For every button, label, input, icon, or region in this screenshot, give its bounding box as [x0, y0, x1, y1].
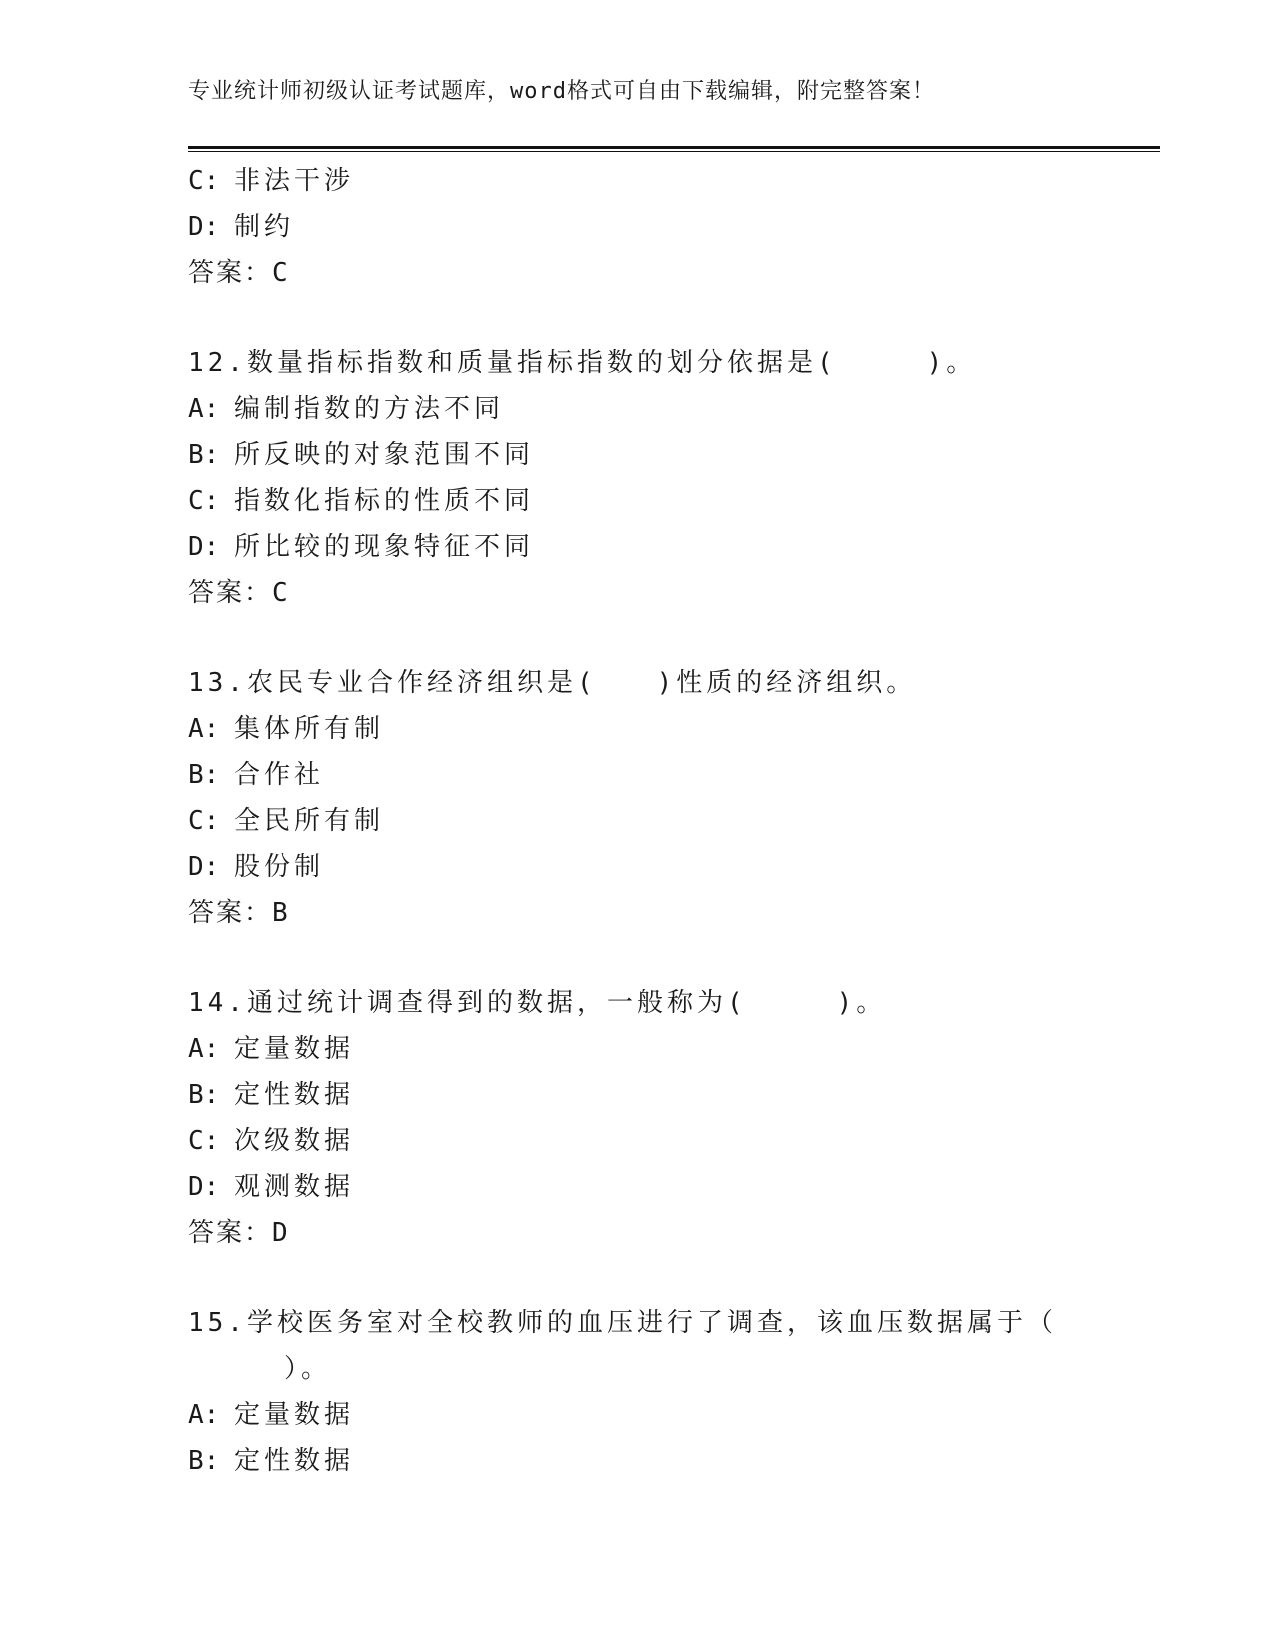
- header-rule-thick: [188, 146, 1160, 149]
- option-b: B: 合作社: [188, 760, 325, 790]
- option-c: C: 次级数据: [188, 1126, 355, 1156]
- header-rule-thin: [188, 151, 1160, 152]
- question-stem: 13.农民专业合作经济组织是( )性质的经济组织。: [188, 668, 917, 698]
- option-b: B: 所反映的对象范围不同: [188, 440, 535, 470]
- option-a: A: 编制指数的方法不同: [188, 394, 505, 424]
- answer: 答案：C: [188, 258, 290, 288]
- option-c: C: 指数化指标的性质不同: [188, 486, 535, 516]
- question-stem: 15.学校医务室对全校教师的血压进行了调查，该血压数据属于（: [188, 1308, 1057, 1338]
- option-a: A: 定量数据: [188, 1034, 355, 1064]
- question-list: [188, 158, 1148, 1484]
- option-b: B: 定性数据: [188, 1080, 355, 1110]
- answer: 答案：C: [188, 578, 290, 608]
- answer: 答案：B: [188, 898, 290, 928]
- page-header: 专业统计师初级认证考试题库，word格式可自由下载编辑，附完整答案！: [188, 79, 935, 104]
- question-stem-continuation: ）。: [254, 1354, 332, 1384]
- question-stem: 14.通过统计调查得到的数据，一般称为( )。: [188, 988, 887, 1018]
- question-stem: 12.数量指标指数和质量指标指数的划分依据是( )。: [188, 348, 977, 378]
- option-d: D: 股份制: [188, 852, 325, 882]
- option-b: B: 定性数据: [188, 1446, 355, 1476]
- option-c: C: 全民所有制: [188, 806, 385, 836]
- answer: 答案：D: [188, 1218, 290, 1248]
- option-c: C: 非法干涉: [188, 166, 355, 196]
- option-d: D: 观测数据: [188, 1172, 355, 1202]
- option-d: D: 制约: [188, 212, 295, 242]
- option-a: A: 集体所有制: [188, 714, 385, 744]
- option-a: A: 定量数据: [188, 1400, 355, 1430]
- option-d: D: 所比较的现象特征不同: [188, 532, 535, 562]
